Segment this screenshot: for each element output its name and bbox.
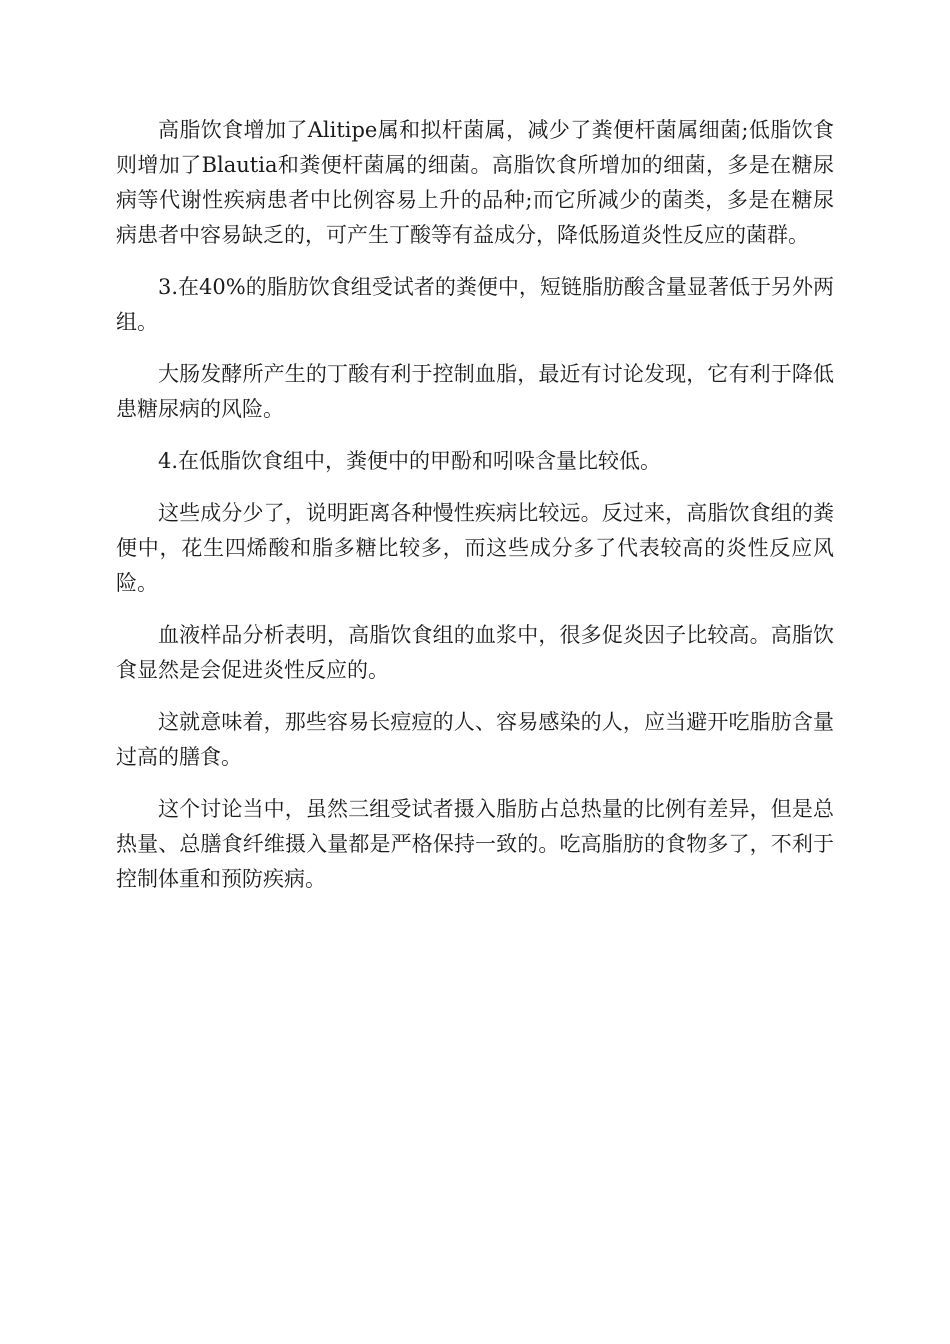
paragraph-1: 高脂饮食增加了Alitipe属和拟杆菌属，减少了粪便杆菌属细菌;低脂饮食则增加了Blautia和粪便杆菌属的细菌。高脂饮食所增加的细菌，多是在糖尿病等代谢性疾病患者中比例容易上升的品种;而它所减少的菌类，多是在糖尿病患者中容易缺乏的，可产生丁酸等有益成分，降低肠道炎性反应的菌群。: [116, 118, 834, 247]
document-body: [116, 113, 834, 914]
paragraph-3: 大肠发酵所产生的丁酸有利于控制血脂，最近有讨论发现，它有利于降低患糖尿病的风险。: [116, 362, 834, 421]
paragraph-2: 3.在40%的脂肪饮食组受试者的粪便中，短链脂肪酸含量显著低于另外两组。: [116, 275, 834, 334]
paragraph-6: 血液样品分析表明，高脂饮食组的血浆中，很多促炎因子比较高。高脂饮食显然是会促进炎性反应的。: [116, 623, 834, 682]
paragraph-8: 这个讨论当中，虽然三组受试者摄入脂肪占总热量的比例有差异，但是总热量、总膳食纤维摄入量都是严格保持一致的。吃高脂肪的食物多了，不利于控制体重和预防疾病。: [116, 797, 834, 891]
paragraph-4: 4.在低脂饮食组中，粪便中的甲酚和吲哚含量比较低。: [158, 449, 662, 473]
paragraph-7: 这就意味着，那些容易长痘痘的人、容易感染的人，应当避开吃脂肪含量过高的膳食。: [116, 710, 834, 769]
paragraph-5: 这些成分少了，说明距离各种慢性疾病比较远。反过来，高脂饮食组的粪便中，花生四烯酸和脂多糖比较多，而这些成分多了代表较高的炎性反应风险。: [116, 501, 834, 595]
